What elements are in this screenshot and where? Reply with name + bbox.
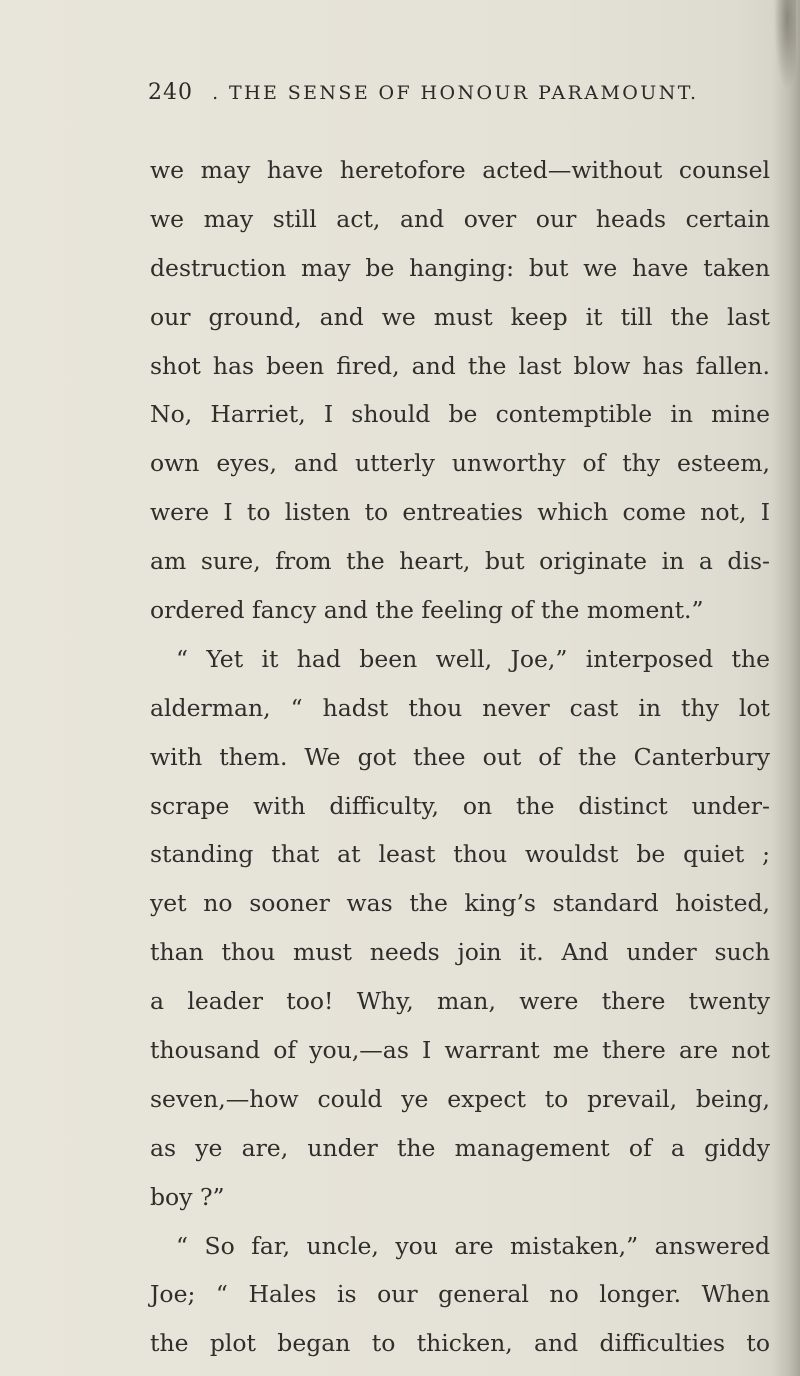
text-line: yet no sooner was the king’s standard hoisted, xyxy=(150,889,770,918)
text-line: No, Harriet, I should be contemptible in mine xyxy=(150,400,770,429)
text-line: were I to listen to entreaties which come not, I xyxy=(150,498,770,527)
body-text xyxy=(150,146,770,1368)
text-line: seven,—how could ye expect to prevail, being, xyxy=(150,1084,770,1113)
text-line: with them. We got thee out of the Canterbury xyxy=(150,742,770,771)
text-line: we may still act, and over our heads certain xyxy=(150,204,770,233)
text-line: standing that at least thou wouldst be quiet ; xyxy=(150,840,770,869)
text-line: the plot began to thicken, and difficulties to xyxy=(150,1329,770,1358)
text-line: we may have heretofore acted—without counsel xyxy=(150,156,770,184)
text-line: as ye are, under the management of a giddy xyxy=(150,1133,770,1162)
text-line: destruction may be hanging: but we have taken xyxy=(150,253,770,282)
page-edge-shadow xyxy=(772,0,800,1376)
running-head: . THE SENSE OF HONOUR PARAMOUNT. xyxy=(212,82,699,104)
text-line: Joe; “ Hales is our general no longer. When xyxy=(150,1280,770,1309)
text-line: “ So far, uncle, you are mistaken,” answered xyxy=(176,1231,770,1260)
text-line: scrape with difficulty, on the distinct under- xyxy=(150,791,770,820)
text-line: shot has been fired, and the last blow has fallen. xyxy=(150,351,770,380)
text-line: thousand of you,—as I warrant me there are not xyxy=(150,1036,770,1065)
page-header xyxy=(148,80,768,120)
text-line: a leader too! Why, man, were there twenty xyxy=(150,987,770,1016)
page-corner-wear xyxy=(774,0,796,90)
text-line: boy ?” xyxy=(150,1182,225,1211)
page-number: 240 xyxy=(148,80,193,105)
text-line: am sure, from the heart, but originate in a dis- xyxy=(150,547,770,576)
text-line: alderman, “ hadst thou never cast in thy lot xyxy=(150,693,770,722)
text-line: “ Yet it had been well, Joe,” interposed the xyxy=(176,644,770,673)
text-line: own eyes, and utterly unworthy of thy esteem, xyxy=(150,449,770,478)
text-line: our ground, and we must keep it till the last xyxy=(150,302,770,331)
text-line: than thou must needs join it. And under such xyxy=(150,938,770,967)
text-line: ordered fancy and the feeling of the moment.” xyxy=(150,596,704,625)
